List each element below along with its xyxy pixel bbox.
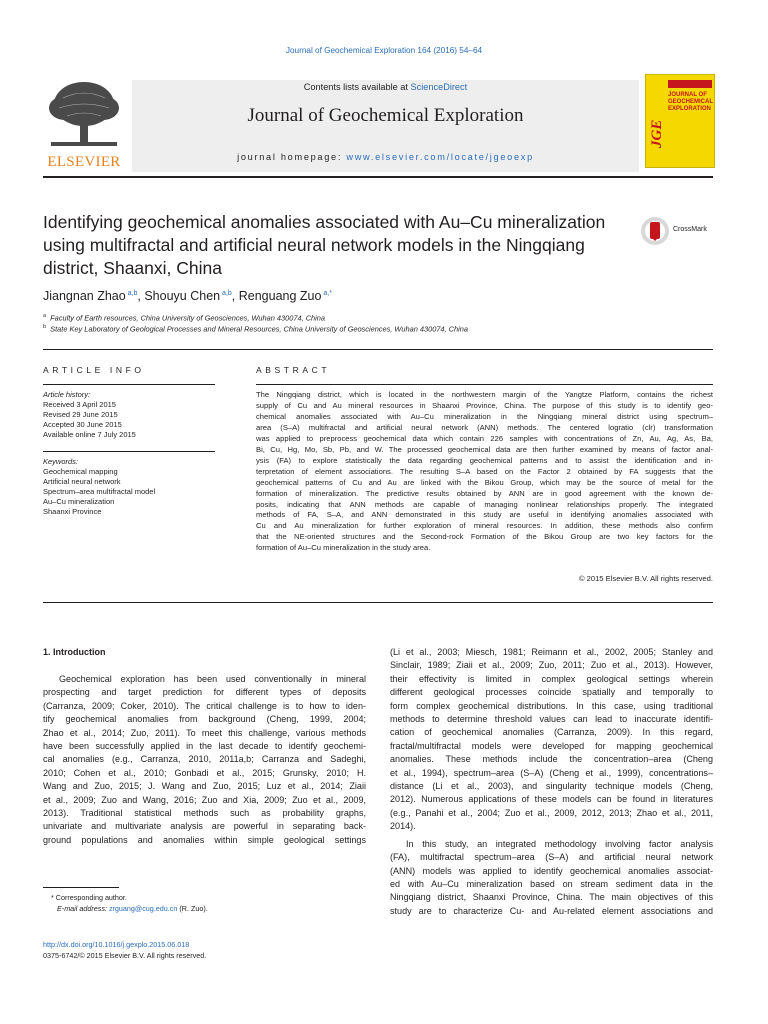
history-item: Available online 7 July 2015	[43, 430, 136, 439]
affiliation-mark: a	[43, 313, 47, 319]
author-affiliation-mark[interactable]: a,b	[125, 289, 138, 297]
abstract-line: methods of FA, S–A, and ANN demonstrated in this study are useful in identifying anomalies associated with	[256, 510, 713, 520]
author-affiliation-mark[interactable]: a,*	[321, 289, 332, 297]
corresponding-note: * Corresponding author.	[51, 893, 127, 902]
cover-initials-text: JGE	[649, 119, 665, 148]
abstract-rule	[256, 384, 713, 385]
homepage-line	[132, 152, 639, 162]
body-line: 2012). Numerous applications of these models can be found in literatures	[390, 794, 713, 805]
doi-link[interactable]: http://dx.doi.org/10.1016/j.gexplo.2015.06.018	[43, 940, 190, 949]
history-label: Article history:	[43, 390, 91, 399]
history-item: Revised 29 June 2015	[43, 410, 118, 419]
email-link[interactable]: zrguang@cug.edu.cn	[108, 903, 178, 913]
abstract-heading: ABSTRACT	[256, 365, 331, 375]
article-title: Identifying geochemical anomalies associated with Au–Cu mineralization using multifractal and artificial neural network models in the Ningqiang district, Shaanxi, China	[43, 212, 606, 278]
article-info-heading: ARTICLE INFO	[43, 365, 145, 375]
abstract-line: ysis (FA) to explore statistically the data regarding geochemical patterns and to assist the identification and in-	[256, 455, 713, 465]
abstract-line: The Ningqiang district, which is located in the northwestern margin of the Yangtze Platform, contains the richest	[256, 390, 713, 399]
body-rule	[43, 602, 713, 603]
homepage-link[interactable]: www.elsevier.com/locate/jgeoexp	[346, 152, 534, 162]
abstract-line: posits, indicating that ANN methods are capable of managing nonlinear relationships properly. The integrated	[256, 499, 713, 509]
body-line: anomalies. These methods include the concentration–area (Cheng	[390, 754, 713, 765]
footnote	[43, 893, 208, 914]
contents-line	[132, 82, 639, 92]
keyword-item: Shaanxi Province	[43, 507, 102, 516]
keywords-label: Keywords:	[43, 457, 79, 466]
body-line: (e.g., Panahi et al., 2004; Zuo et al., 2009, 2012, 2013; Zhao et al., 2011,	[390, 807, 713, 818]
body-line: ground populations and anomalies within simple geological settings	[43, 834, 366, 845]
journal-citation[interactable]	[0, 46, 768, 55]
body-line: 2014).	[390, 821, 416, 832]
keyword-item: Artificial neural network	[43, 477, 121, 486]
journal-name: Journal of Geochemical Exploration	[247, 105, 524, 126]
elsevier-tree-icon	[43, 78, 125, 154]
issn-line: 0375-6742/© 2015 Elsevier B.V. All rights reserved.	[43, 950, 207, 960]
affiliation-rule	[43, 349, 713, 350]
abstract-line: chemical anomalies associated with Au–Cu mineralization in the Ningqiang mineral district using spectrum–	[256, 411, 713, 421]
affiliation-mark: b	[43, 324, 47, 330]
body-line: fractal/multifractal models were developed for mapping geochemical	[390, 740, 713, 751]
author-separator: ,	[231, 289, 239, 303]
body-column-right	[390, 646, 713, 918]
abstract-line: formation of Au–Cu mineralization in the study area.	[256, 543, 431, 553]
crossmark-icon[interactable]	[640, 216, 670, 246]
author-name: Shouyu Chen	[144, 289, 221, 303]
email-label: E-mail address:	[57, 903, 109, 913]
cover-title: JOURNAL OF GEOCHEMICAL EXPLORATION	[668, 92, 713, 112]
sciencedirect-link[interactable]: ScienceDirect	[410, 82, 468, 92]
affiliation-text: Faculty of Earth resources, China University of Geosciences, Wuhan 430074, China	[50, 313, 325, 323]
abstract-line: area (S–A) multifractal and artificial neural network (ANN) methods. The centered logratio (clr) transformation	[256, 422, 713, 432]
cover-initials	[647, 78, 667, 162]
body-line: cal anomalies (e.g., Carranza, 2010, 2011a,b; Carranza and Sadeghi,	[43, 754, 366, 765]
body-line: tify geochemical anomalies from background (Cheng, 1999, 2004;	[43, 714, 366, 725]
abstract-text	[256, 390, 713, 554]
publisher-wordmark: ELSEVIER	[47, 154, 121, 170]
affiliation-a	[43, 313, 325, 322]
body-line: study are to characterize Cu- and Au-related element associations and	[390, 905, 713, 916]
body-line: Geochemical exploration has been used conventionally in mineral	[59, 674, 366, 684]
affiliation-text: State Key Laboratory of Geological Processes and Mineral Resources, China University of Geosciences, Wuhan 430074, China	[50, 324, 468, 334]
body-line: et al., 1994), spectrum–area (S–A) (Cheng et al., 1999), concentrations–	[390, 767, 713, 778]
info-rule	[43, 384, 215, 385]
body-line: cation of geochemical anomalies (Carranza, 2009). In this regard,	[390, 727, 713, 738]
body-line: 2010; Cohen et al., 2010; Gonbadi et al., 2015; Grunsky, 2010; H.	[43, 767, 366, 778]
body-line: ed with Au–Cu mineralization based on stream sediment data in the	[390, 878, 713, 889]
citation-link[interactable]: Journal of Geochemical Exploration 164 (2016) 54–64	[285, 46, 483, 55]
body-line: (FA), multifractal spectrum–area (S–A) and artificial neural network	[390, 852, 713, 863]
abstract-line: supply of Cu and Au mineral resources in Shaanxi Province, China. The purpose of this study is to identify geo-	[256, 400, 713, 410]
keyword-item: Geochemical mapping	[43, 467, 118, 476]
footnote-rule	[43, 887, 119, 888]
body-line: Sinclair, 1989; Ziaii et al., 2009; Zuo, 2011; Zuo et al., 2013). However,	[390, 660, 713, 671]
email-suffix: (R. Zuo).	[177, 903, 208, 913]
abstract-line: formation of mineralization. The predictive results obtained by ANN are in good agreement with the known de-	[256, 488, 713, 498]
keywords	[43, 457, 215, 517]
body-line: (ANN) models was applied to identify geochemical anomalies associat-	[390, 865, 713, 876]
article-history	[43, 390, 215, 440]
body-line: their effectivity is limited in complex geological settings wherein	[390, 673, 713, 684]
copyright: © 2015 Elsevier B.V. All rights reserved.	[578, 574, 713, 583]
body-line: prospecting and target prediction for different types of deposits	[43, 687, 366, 698]
body-column-left	[43, 673, 366, 847]
header-rule	[43, 176, 713, 178]
keyword-item: Au–Cu mineralization	[43, 497, 115, 506]
homepage-prefix: journal homepage:	[237, 152, 347, 162]
body-line: 2013). Traditional statistical methods such as probability graphs,	[43, 808, 366, 819]
contents-prefix: Contents lists available at	[303, 82, 411, 92]
body-line: (Carranza, 2009; Coker, 2010). The critical challenge is to how to iden-	[43, 700, 366, 711]
abstract-line: was applied to preprocess geochemical data which contain 226 samples with concentrations of Zn, Au, Ag, As, Ba,	[256, 433, 713, 443]
history-item: Received 3 April 2015	[43, 400, 116, 409]
abstract-line: Bi, Cu, Hg, Mo, Sb, Pb, and W. The processed geochemical data are then further examined by means of factor anal-	[256, 444, 713, 454]
keywords-rule	[43, 451, 215, 452]
author-affiliation-mark[interactable]: a,b	[220, 289, 232, 297]
affiliation-b	[43, 324, 468, 333]
body-line: form complex geochemical distributions. In this case, using traditional	[390, 700, 713, 711]
abstract-line: Cu and Au mineralization for further exploration of mineral resources. In addition, these methods also confirm	[256, 521, 713, 531]
author-separator: ,	[137, 289, 145, 303]
body-line: Zhao et al., 2014; Zuo, 2011). To meet this challenge, various methods	[43, 727, 366, 738]
body-line: et al., 2009; Zuo and Wang, 2016; Zuo and Xia, 2009; Zuo et al., 2009,	[43, 794, 366, 805]
crossmark-label[interactable]: CrossMark	[673, 226, 707, 233]
body-line: (Li et al., 2003; Miesch, 1981; Reimann et al., 2002, 2005; Stanley and	[390, 647, 713, 657]
abstract-line: geochemical patterns of Cu and Au are linked with the Bikou Group, which may be the source of metal for the	[256, 477, 713, 487]
body-line: distance (Li et al., 2003), and singularity technique models (Cheng,	[390, 781, 713, 792]
body-line: Ningqiang district, Shaanxi Province, China. The main objectives of this	[390, 892, 713, 903]
abstract-line: terpretation of element associations. The resulting S–A based on the Factor 2 obtained by FA suggests that the	[256, 466, 713, 476]
body-line: In this study, an integrated methodology involving factor analysis	[406, 838, 713, 849]
body-line: univariate and multivariate analysis are powerful in separating back-	[43, 821, 366, 832]
keyword-item: Spectrum–area multifractal model	[43, 487, 156, 496]
body-line: have been successfully applied in the last decade to identify geochemi-	[43, 741, 366, 752]
cover-strip	[668, 80, 712, 88]
body-line: methods to determine threshold values can lead to inaccurate identifi-	[390, 714, 713, 725]
body-line: Wang and Zuo, 2015; J. Wang and Zuo, 2015; Luz et al., 2014; Ziaii	[43, 781, 366, 792]
abstract-line: that the NE-oriented structures and the Second-rock Formation of the Bikou Group are two key factors for the	[256, 532, 713, 542]
body-line: different geological processes coincide spatially and temporally to	[390, 687, 713, 698]
author-name: Renguang Zuo	[238, 289, 322, 303]
section-heading: 1. Introduction	[43, 647, 106, 657]
email-line	[43, 904, 208, 915]
doi-block	[43, 940, 206, 961]
author-list	[43, 289, 332, 303]
author-name: Jiangnan Zhao	[43, 289, 126, 303]
history-item: Accepted 30 June 2015	[43, 420, 122, 429]
